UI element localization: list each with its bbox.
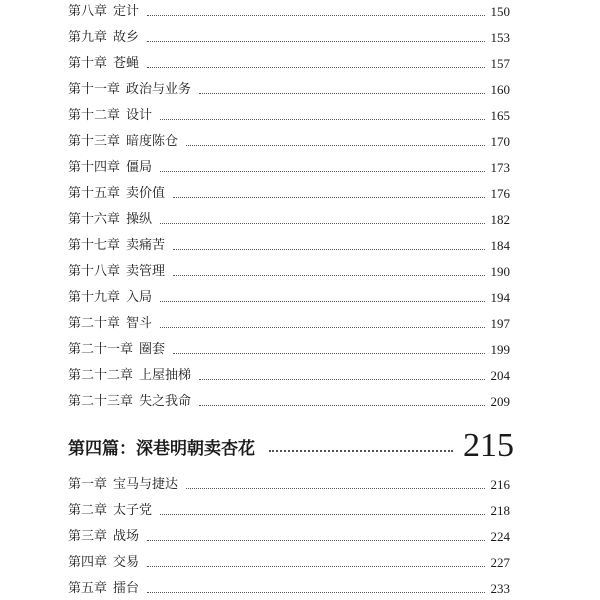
- chapter-title: 上屋抽梯: [139, 368, 192, 383]
- chapter-title: 政治与业务: [126, 82, 192, 97]
- toc-entry-label: [68, 82, 191, 98]
- toc-entry: [68, 52, 510, 72]
- leader-dots: [160, 327, 484, 328]
- chapter-number: 第一章: [68, 477, 108, 492]
- chapter-title: 失之我命: [139, 394, 192, 409]
- chapter-number: 第十九章: [68, 290, 121, 305]
- page-number: 190: [490, 264, 510, 279]
- chapter-title: 卖管理: [126, 264, 166, 279]
- toc-entry: [68, 286, 510, 306]
- leader-dots: [199, 379, 484, 380]
- part-heading: [68, 428, 514, 464]
- toc-entry: [68, 26, 510, 46]
- leader-dots: [186, 488, 484, 489]
- leader-dots: [160, 223, 484, 224]
- leader-dots: [173, 197, 484, 198]
- toc-entry-label: [68, 290, 152, 306]
- page-number: 197: [490, 316, 510, 331]
- chapter-title: 暗度陈仓: [126, 134, 179, 149]
- page-number: 176: [490, 186, 510, 201]
- toc-entry: [68, 525, 510, 545]
- toc-entry-label: [68, 212, 152, 228]
- chapter-number: 第四章: [68, 555, 108, 570]
- page-number: 199: [490, 342, 510, 357]
- toc-entry-label: [68, 477, 178, 493]
- leader-dots: [199, 405, 484, 406]
- toc-entry: [68, 104, 510, 124]
- toc-entry: [68, 0, 510, 20]
- page-number: 233: [490, 581, 510, 596]
- toc-entry-label: [68, 368, 191, 384]
- chapter-number: 第九章: [68, 30, 108, 45]
- chapter-title: 圈套: [139, 342, 166, 357]
- toc-entry: [68, 312, 510, 332]
- toc-entry-label: [68, 134, 178, 150]
- chapter-title: 苍蝇: [113, 56, 140, 71]
- chapter-number: 第十八章: [68, 264, 121, 279]
- chapter-title: 宝马与捷达: [113, 477, 179, 492]
- toc-entry-label: [68, 56, 139, 72]
- chapter-title: 故乡: [113, 30, 140, 45]
- chapter-title: 僵局: [126, 160, 153, 175]
- chapter-title: 入局: [126, 290, 153, 305]
- chapter-number: 第十四章: [68, 160, 121, 175]
- leader-dots: [147, 41, 484, 42]
- chapter-number: 第八章: [68, 4, 108, 19]
- toc-entry: [68, 130, 510, 150]
- chapter-title: 操纵: [126, 212, 153, 227]
- leader-dots: [147, 540, 484, 541]
- chapter-title: 智斗: [126, 316, 153, 331]
- page-number: 160: [490, 82, 510, 97]
- chapter-number: 第十二章: [68, 108, 121, 123]
- page-number: 165: [490, 108, 510, 123]
- chapter-title: 设计: [126, 108, 153, 123]
- leader-dots: [269, 450, 453, 452]
- page-number: 227: [490, 555, 510, 570]
- chapter-title: 太子党: [113, 503, 153, 518]
- chapter-number: 第二章: [68, 503, 108, 518]
- page-number: 150: [490, 4, 510, 19]
- toc-entry: [68, 499, 510, 519]
- toc-entry: [68, 260, 510, 280]
- chapter-number: 第二十一章: [68, 342, 134, 357]
- toc-entry-label: [68, 238, 165, 254]
- page-number: 184: [490, 238, 510, 253]
- toc-entry-label: [68, 186, 165, 202]
- leader-dots: [147, 15, 484, 16]
- chapter-number: 第二十二章: [68, 368, 134, 383]
- chapter-title: 战场: [113, 529, 140, 544]
- toc-entry: [68, 390, 510, 410]
- leader-dots: [160, 119, 484, 120]
- chapter-number: 第二十三章: [68, 394, 134, 409]
- page-number: 173: [490, 160, 510, 175]
- leader-dots: [160, 171, 484, 172]
- leader-dots: [173, 353, 484, 354]
- toc-entry: [68, 208, 510, 228]
- toc-entry: [68, 156, 510, 176]
- page-number: 182: [490, 212, 510, 227]
- chapter-number: 第十六章: [68, 212, 121, 227]
- page-number: 209: [490, 394, 510, 409]
- chapter-title: 定计: [113, 4, 140, 19]
- chapter-number: 第十三章: [68, 134, 121, 149]
- leader-dots: [173, 249, 484, 250]
- page-number: 170: [490, 134, 510, 149]
- toc-entry-label: [68, 108, 152, 124]
- toc-entry-label: [68, 555, 139, 571]
- leader-dots: [160, 514, 484, 515]
- toc-entry-label: [68, 30, 139, 46]
- chapter-number: 第二十章: [68, 316, 121, 331]
- chapter-number: 第十五章: [68, 186, 121, 201]
- chapter-title: 擂台: [113, 581, 140, 596]
- toc-entry: [68, 577, 510, 597]
- leader-dots: [160, 301, 484, 302]
- page-number: 224: [490, 529, 510, 544]
- page-number: 218: [490, 503, 510, 518]
- leader-dots: [173, 275, 484, 276]
- toc-entry-label: [68, 503, 152, 519]
- chapter-number: 第十七章: [68, 238, 121, 253]
- toc-entry-label: [68, 160, 152, 176]
- toc-entry: [68, 78, 510, 98]
- chapter-title: 卖痛苦: [126, 238, 166, 253]
- toc-entry: [68, 338, 510, 358]
- toc-entry-label: [68, 264, 165, 280]
- toc-entry-label: [68, 529, 139, 545]
- chapter-number: 第三章: [68, 529, 108, 544]
- leader-dots: [147, 566, 484, 567]
- toc-entry-label: [68, 316, 152, 332]
- toc-entry-label: [68, 4, 139, 20]
- page-number: 194: [490, 290, 510, 305]
- leader-dots: [199, 93, 484, 94]
- page-number: 157: [490, 56, 510, 71]
- leader-dots: [147, 67, 484, 68]
- chapter-number: 第十一章: [68, 82, 121, 97]
- leader-dots: [147, 592, 484, 593]
- page-number: 216: [490, 477, 510, 492]
- toc-entry: [68, 234, 510, 254]
- toc-entry: [68, 182, 510, 202]
- toc-entry: [68, 364, 510, 384]
- page-number: 153: [490, 30, 510, 45]
- toc-entry-label: [68, 581, 139, 597]
- leader-dots: [186, 145, 484, 146]
- toc-entry: [68, 473, 510, 493]
- chapter-number: 第十章: [68, 56, 108, 71]
- page-number: 204: [490, 368, 510, 383]
- part-page-number: 215: [463, 427, 514, 464]
- chapter-number: 第五章: [68, 581, 108, 596]
- toc-entry-label: [68, 342, 165, 358]
- chapter-title: 交易: [113, 555, 140, 570]
- toc-entry-label: [68, 394, 191, 410]
- part-title: 第四篇：深巷明朝卖杏花: [68, 439, 255, 459]
- chapter-title: 卖价值: [126, 186, 166, 201]
- toc-entry: [68, 551, 510, 571]
